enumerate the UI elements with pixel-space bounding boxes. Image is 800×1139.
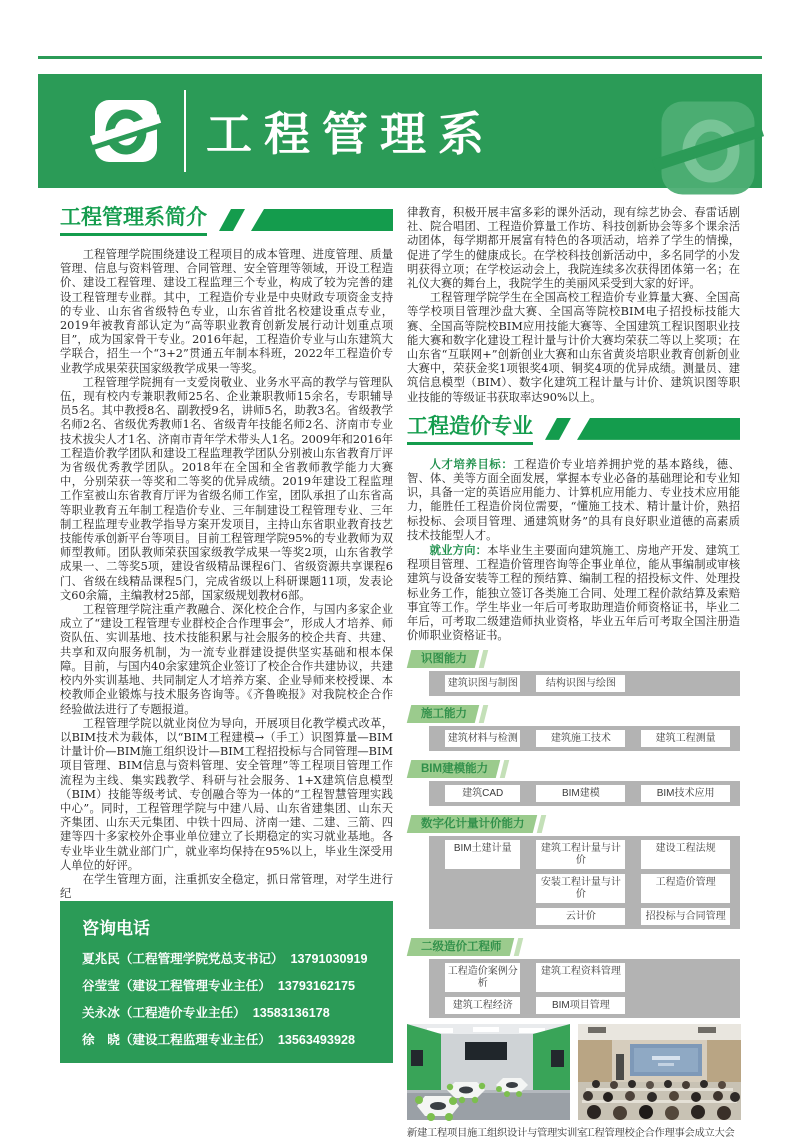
banner-divider — [184, 90, 186, 172]
contact-phone: 13563493928 — [277, 1033, 355, 1048]
skill-bar — [429, 836, 740, 929]
goal-label: 人才培养目标： — [429, 456, 514, 471]
contact-name: 关永冰 — [82, 1006, 120, 1021]
photo-caption: 新建工程项目施工组织设计与管理实训室 — [407, 1127, 587, 1139]
course-box: BIM技术应用 — [641, 785, 730, 802]
course-box: 招投标与合同管理 — [641, 908, 730, 925]
left-column — [60, 206, 393, 1048]
contact-box — [60, 901, 393, 1063]
contact-name: 夏兆民 — [82, 952, 120, 967]
right-column — [407, 206, 740, 1139]
skill-groups — [407, 647, 740, 1024]
skill-group-cost-engineer — [407, 935, 740, 1018]
career-label: 就业方向： — [429, 543, 488, 558]
logo-watermark-icon — [660, 100, 756, 196]
contact-role: （建设工程管理专业主任） — [119, 979, 271, 994]
photo-row — [407, 1024, 740, 1139]
page-title: 工程管理系 — [206, 108, 496, 160]
college-logo-icon — [94, 99, 158, 163]
intro-heading-text: 工程管理系简介 — [60, 206, 207, 236]
contact-entry — [82, 975, 385, 994]
skill-tag: 二级造价工程师 — [407, 938, 514, 956]
intro-paragraph: 工程管理学院以就业岗位为导向，开展项目化教学模式改革，以BIM技术为载体，以“BIM工程建模→（手工）识图算量—BIM计量计价—BIM施工组织设计—BIM工程招投标与合同管理—BIM项目管理、BIM信息与资料管理、安全管理”等工程项目管理工作流程为主线、集实践教学、科研与社会服务、1+X建筑信息模型（BIM）技能等级考试、专创融合等为一体的“工程智慧管理实践中心”。同时，工程管理学院与中建八局、山东省建集团、山东天齐集团、山东天元集团、中铁十四局、济南一建、二建、三箭、四建等四十多家校外企事业单位建立了长期稳定的实习就业基地。各专业毕业生就业部门广，就业率均保持在95%以上，毕业生深受用人单位的好评。 — [60, 716, 393, 872]
skill-group-reading — [407, 647, 740, 696]
contact-phone: 13791030919 — [290, 952, 368, 967]
intro-paragraph: 工程管理学院拥有一支爱岗敬业、业务水平高的教学与管理队伍，现有校内专兼职教师25名、企业兼职教师15余名，专职辅导员5名。其中教授8名、副教授9名，讲师5名，助教3名。省级教学名师2名、省级优秀教师1名、省级青年技能名师2名、济南市专业技术拔尖人才1名、济南市青年学术带头人1名。2009年和2016年工程造价教学团队和建设工程监理教学团队分别被山东省教育厅评为省级优秀教学团队。2018年在全国和全省教师教学能力大赛中，分别荣获一等奖和二等奖的优异成绩。2019年建设工程监理工作室被山东省教育厅评为省级名师工作室，团队承担了山东省高等职业教育五年制工程造价专业、三年制建设工程管理专业、三年制工程监理专业教学指导方案开发项目，主持山东省职业教育技艺技能传承创新平台等项目。目前工程管理学院95%的专业教师为双师型教师。团队教师荣获国家级教学成果一等奖2项，山东省教学成果一、二等奖5项，建设省级精品课程6门、省级资源共享课程6门、省级在线精品课程5门，完成省级以上科研课题11项，发表论文60余篇，主编教材25部，国家级规划教材6部。 — [60, 375, 393, 602]
course-box: 工程造价管理 — [641, 874, 730, 903]
course-box: 建筑识图与制图 — [445, 675, 520, 692]
photo-figure — [578, 1024, 741, 1139]
contact-role: （工程管理学院党总支书记） — [119, 952, 284, 967]
empty-cell — [445, 874, 520, 903]
major-heading-text: 工程造价专业 — [407, 415, 533, 445]
course-box: 建筑工程计量与计价 — [536, 840, 625, 869]
goal-text: 工程造价专业培养拥护党的基本路线，德、智、体、美等方面全面发展，掌握本专业必备的基础理论和专业知识，具备一定的英语应用能力、计算机应用能力、专业技术应用能力，能胜任工程造价岗位需要，“懂施工技术、精计量计价，熟招标投标、会项目管理、通建筑财务”的具有良好职业道德的高素质技术技能型人才。 — [407, 457, 740, 542]
intro-text-continued — [407, 206, 740, 405]
skill-tag: 数字化计量计价能力 — [407, 815, 537, 833]
content-columns — [60, 206, 740, 1139]
photo-meeting-hall — [578, 1024, 741, 1120]
heading-slash-decoration — [545, 418, 740, 440]
major-section-heading — [407, 415, 740, 449]
intro-paragraph: 在学生管理方面，注重抓安全稳定，抓日常管理，对学生进行纪 — [60, 872, 393, 901]
course-box: 结构识图与绘图 — [536, 675, 625, 692]
course-box: 建筑CAD — [445, 785, 520, 802]
career-paragraph — [407, 543, 740, 643]
photo-training-room — [407, 1024, 570, 1120]
department-banner — [38, 74, 762, 188]
intro-paragraph: 工程管理学院学生在全国高校工程造价专业算量大赛、全国高等学校项目管理沙盘大赛、全国高等院校BIM电子招投标技能大赛、全国高等院校BIM应用技能大赛等、全国建筑工程识图职业技能大赛和数字化建设工程计量与计价大赛均荣获二等以上奖项；在山东省“互联网+”创新创业大赛和山东省黄炎培职业教育创新创业大赛中，荣获金奖1项银奖4项、铜奖4项的优异成绩。测量员、建筑信息模型（BIM）、数字化建筑工程计量与计价、建筑识图等职业技能的等级证书获取率达90%以上。 — [407, 291, 740, 404]
contact-phone: 13583136178 — [252, 1006, 330, 1021]
contact-role: （工程造价专业主任） — [119, 1006, 246, 1021]
intro-text — [60, 248, 393, 901]
empty-cell — [641, 997, 730, 1014]
course-box: 建设工程法规 — [641, 840, 730, 869]
course-box: 建筑工程资料管理 — [536, 963, 625, 992]
intro-section-heading — [60, 206, 393, 240]
course-box: 建筑施工技术 — [536, 730, 625, 747]
course-box: 安装工程计量与计价 — [536, 874, 625, 903]
skill-tag: BIM建模能力 — [407, 760, 501, 778]
goal-paragraph — [407, 457, 740, 543]
skill-group-digital-pricing — [407, 812, 740, 929]
skill-bar — [429, 959, 740, 1018]
course-box: 建筑材料与检测 — [445, 730, 520, 747]
career-text: 本毕业生主要面向建筑施工、房地产开发、建筑工程项目管理、工程造价管理咨询等企事业单位，能从事编制或审核建筑与设备安装等工程的预结算、编制工程的招投标文件、处理投标业务工作，能独立签订各类施工合同、处理工程价款结算及索赔事宜等工作。学生毕业一年后可考取助理造价师资格证书，毕业二年后，可考取二级建造师执业资格，毕业五年后可考取全国注册造价师职业资格证书。 — [407, 544, 740, 643]
intro-paragraph: 工程管理学院围绕建设工程项目的成本管理、进度管理、质量管理、信息与资料管理、合同管理、安全管理等领域，开设工程造价、建设工程管理、建设工程监理三个专业，构成了较为完善的建设工程管理专业群。其中，工程造价专业是中央财政专项资金支持的专业、山东省省级特色专业，山东省首批名校建设重点专业，2019年被教育部认定为“高等职业教育创新发展行动计划重点项目”，成为国家骨干专业。2016年起，工程造价专业与山东建筑大学联合，招生一个“3+2”贯通五年制本科班，2022年工程造价专业教学成果荣获国家级教学成果一等奖。 — [60, 248, 393, 375]
heading-slash-decoration — [219, 209, 393, 231]
course-box: BIM建模 — [536, 785, 625, 802]
contact-entry — [82, 1002, 385, 1021]
intro-paragraph-continued: 律教育，积极开展丰富多彩的课外活动，现有综艺协会、春雷话剧社、院合唱团、工程造价算量工作坊、科技创新协会等多个课余活动团体，每学期都开展富有特色的各项活动，培养了学生的情操，促进了学生的健康成长。在学校科技创新活动中，多名同学的小发明获得立项；在学校运动会上，我院连续多次获得团体第一名；在礼仪大赛的舞台上，我院学生的美丽风采受到大家的好评。 — [407, 206, 740, 291]
skill-bar — [429, 671, 740, 696]
skill-tag: 识图能力 — [407, 650, 479, 668]
contact-entry — [82, 1029, 385, 1048]
course-box: 工程造价案例分析 — [445, 963, 520, 992]
skill-group-bim — [407, 757, 740, 806]
course-box: 云计价 — [536, 908, 625, 925]
contact-title: 咨询电话 — [82, 919, 150, 939]
course-box: BIM项目管理 — [536, 997, 625, 1014]
intro-paragraph: 工程管理学院注重产教融合、深化校企合作，与国内多家企业成立了“建设工程管理专业群校企合作理事会”，形成人才培养、师资队伍、实训基地、技术技能积累与社会服务的校企共育、共建、共享和双向服务机制，为一流专业群建设提供坚实基础和根本保障。目前，与国内40余家建筑企业签订了校企合作共建协议，共建校内外实训基地、共同制定人才培养方案、企业导师来校授课、本校教师企业锻炼与技术服务咨询等。《齐鲁晚报》对我院校企合作经验做法进行了专题报道。 — [60, 603, 393, 716]
contact-entry — [82, 948, 385, 967]
course-box: 建筑工程经济 — [445, 997, 520, 1014]
skill-tag: 施工能力 — [407, 705, 479, 723]
empty-cell — [641, 963, 730, 992]
photo-figure — [407, 1024, 587, 1139]
top-rule — [38, 56, 762, 59]
skill-bar — [429, 726, 740, 751]
course-box: BIM土建计量 — [445, 840, 520, 869]
photo-caption: 工程管理校企合作理事会成立大会 — [584, 1127, 735, 1139]
contact-name: 徐 晓 — [82, 1033, 120, 1048]
contact-name: 谷莹莹 — [82, 979, 120, 994]
course-box: 建筑工程测量 — [641, 730, 730, 747]
empty-cell — [641, 675, 730, 692]
skill-group-construction — [407, 702, 740, 751]
contact-role: （建设工程监理专业主任） — [119, 1033, 271, 1048]
major-text — [407, 457, 740, 644]
empty-cell — [445, 908, 520, 925]
contact-phone: 13793162175 — [277, 979, 355, 994]
skill-bar — [429, 781, 740, 806]
